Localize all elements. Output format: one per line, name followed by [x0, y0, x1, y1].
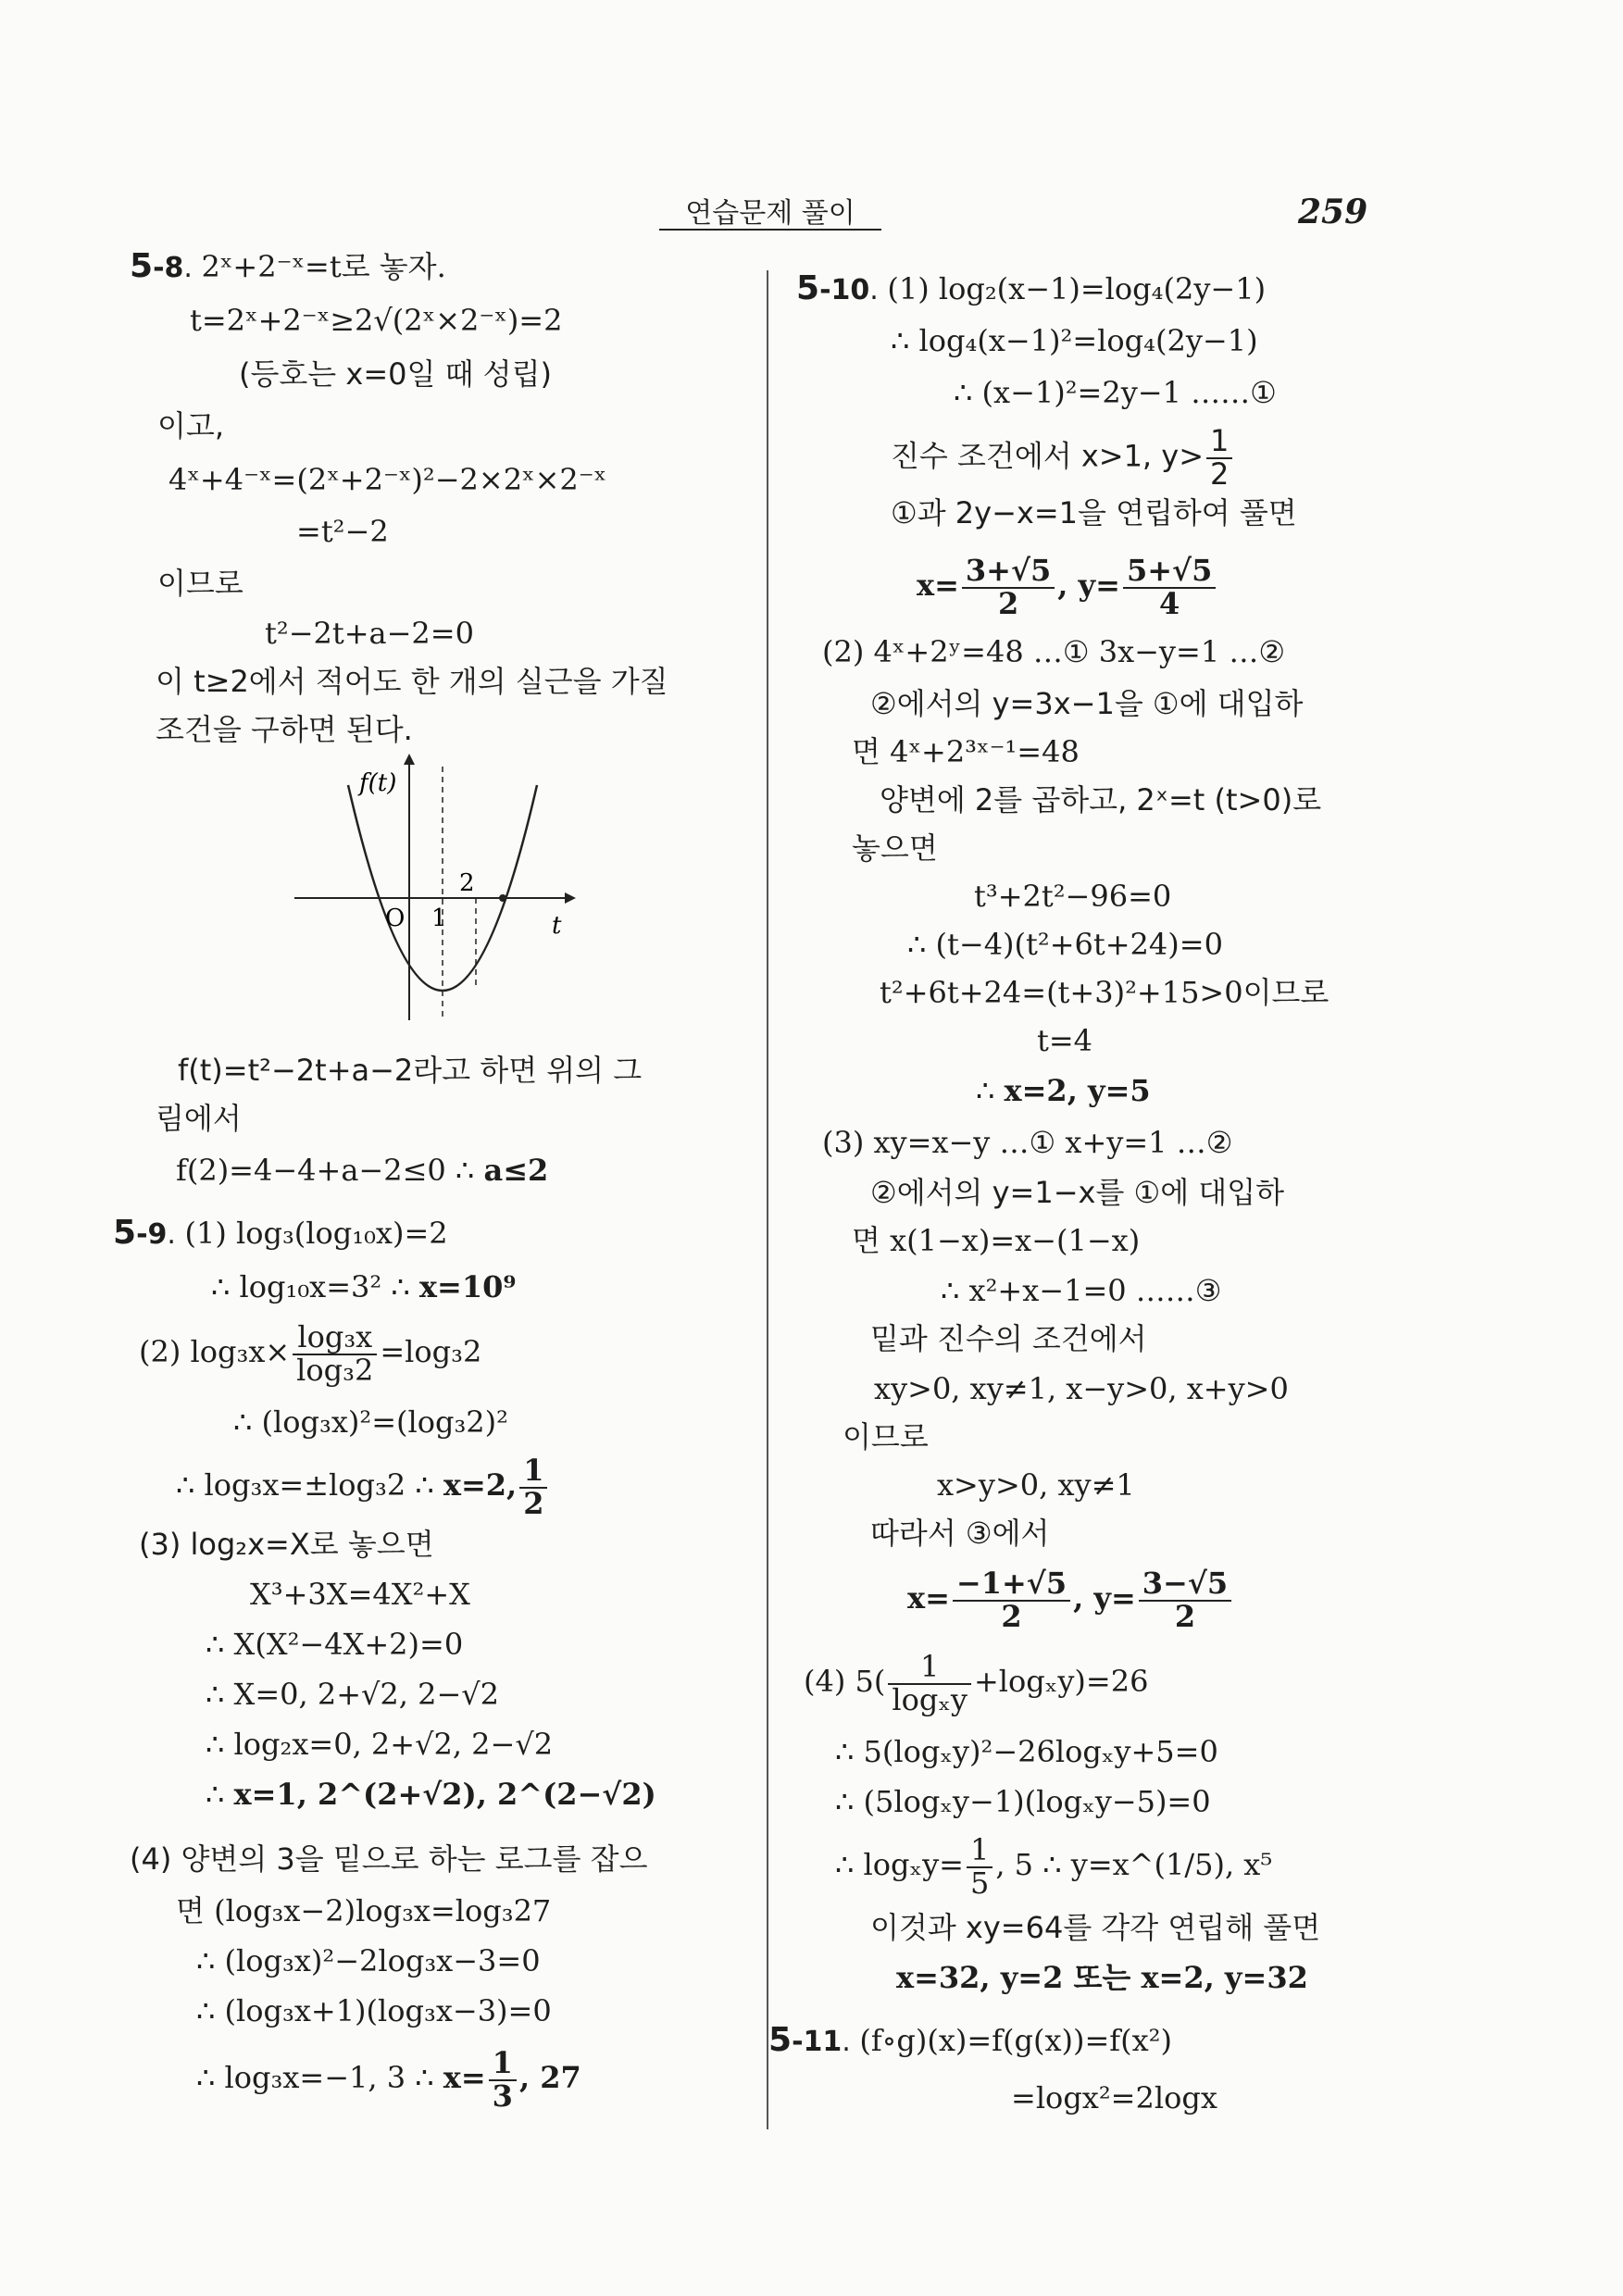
answer-5-9-2: x=2, — [443, 1467, 518, 1504]
part-3-line-7: 이므로 — [843, 1419, 929, 1454]
graph-y-label: f(t) — [359, 769, 397, 797]
problem-5-8-heading: 5-8. 2ˣ+2⁻ˣ=t로 놓자. — [130, 247, 446, 285]
part-4-answer — [896, 1959, 1308, 1996]
intro-text: 2ˣ+2⁻ˣ=t로 놓자. — [201, 249, 446, 284]
part-1-line-1: (1) log₂(x−1)=log₄(2y−1) — [887, 271, 1267, 306]
part-4-line-5: ∴ log₃x=−1, 3 ∴ x= $\frac{1}{3}$ , 27 — [196, 2045, 581, 2114]
conclusion-line-1: f(t)=t²−2t+a−2라고 하면 위의 그 — [178, 1053, 643, 1088]
part-3-line-6: xy>0, xy≠1, x−y>0, x+y>0 — [874, 1371, 1289, 1406]
part-4-line-2: 면 (log₃x−2)log₃x=log₃27 — [176, 1893, 552, 1928]
part-4-line-3: ∴ (5logₓy−1)(logₓy−5)=0 — [835, 1784, 1211, 1819]
graph-tick-2: 2 — [459, 869, 475, 897]
part-2-line-1: (2) 4ˣ+2ʸ=48 …① 3x−y=1 …② — [822, 634, 1286, 669]
f-axis-arrow-icon — [404, 754, 415, 765]
page-number: 259 — [1298, 193, 1368, 231]
parabola-graph — [294, 752, 581, 1029]
part-3-line-9: 따라서 ③에서 — [870, 1516, 1050, 1551]
log-fraction: $\frac{\text{log₃x}}{\text{log₃2}}$ — [293, 1322, 377, 1386]
root-point — [499, 894, 506, 902]
part-2-line-2: ∴ (log₃x)²=(log₃2)² — [233, 1404, 508, 1440]
part-2-line-7: ∴ (t−4)(t²+6t+24)=0 — [907, 927, 1223, 962]
page-header-title: 연습문제 풀이 — [659, 190, 881, 231]
problem-5-11-heading: 5-11. (f∘g)(x)=f(g(x))=f(x²) — [768, 2021, 1172, 2059]
expansion-line-1: 4ˣ+4⁻ˣ=(2ˣ+2⁻ˣ)²−2×2ˣ×2⁻ˣ — [169, 462, 607, 497]
part-3-line-3: ∴ X(X²−4X+2)=0 — [206, 1627, 464, 1662]
part-2-line-4: 양변에 2를 곱하고, 2ˣ=t (t>0)로 — [880, 782, 1322, 817]
part-4-line-2: ∴ 5(logₓy)²−26logₓy+5=0 — [835, 1734, 1218, 1769]
part-3-line-6: ∴ x=1, 2^(2+√2), 2^(2−√2) — [206, 1777, 656, 1812]
answer-5-9-4: x= $\frac{1}{3}$ , 27 — [443, 2045, 581, 2114]
part-4-line-1: (4) 5( $\frac{1}{\text{logₓy}}$ +logₓy)=26 — [804, 1649, 1149, 1717]
part-3-line-8: x>y>0, xy≠1 — [937, 1467, 1135, 1503]
equality-condition: (등호는 x=0일 때 성립) — [239, 356, 552, 392]
problem-5-9-heading: 5-9. (1) log₃(log₁₀x)=2 — [113, 1214, 448, 1252]
part-3-line-5: 밑과 진수의 조건에서 — [870, 1321, 1147, 1356]
line-2: =logx²=2logx — [1011, 2080, 1217, 2115]
quadratic-equation: t²−2t+a−2=0 — [265, 616, 474, 651]
t-axis-arrow-icon — [565, 892, 576, 904]
part-4-line-4: ∴ logₓy= $\frac{1}{5}$ , 5 ∴ y=x^(1/5), x⁵ — [835, 1832, 1273, 1901]
part-3-line-3: 면 x(1−x)=x−(1−x) — [852, 1223, 1141, 1258]
part-3-line-2: X³+3X=4X²+X — [250, 1577, 470, 1612]
part-3-line-1: (3) xy=x−y …① x+y=1 …② — [822, 1125, 1233, 1160]
answer-5-8: a≤2 — [483, 1153, 549, 1188]
part-2-line-5: 놓으면 — [852, 830, 938, 866]
text-igo: 이고, — [157, 408, 224, 443]
part-3-line-1: (3) log₂x=X로 놓으면 — [139, 1527, 434, 1562]
problem-number: 5-9 — [113, 1214, 168, 1252]
problem-5-10-heading: 5-10. (1) log₂(x−1)=log₄(2y−1) — [796, 269, 1267, 307]
graph-x-label: t — [552, 912, 562, 940]
graph-tick-1: 1 — [431, 905, 447, 932]
part-2-line-3: ∴ log₃x=±log₃2 ∴ x=2, $\frac{1}{2}$ — [176, 1455, 550, 1519]
part-4-line-1: (4) 양변의 3을 밑으로 하는 로그를 잡으 — [130, 1841, 648, 1877]
part-3-line-4: ∴ X=0, 2+√2, 2−√2 — [206, 1677, 500, 1712]
part-3-line-4: ∴ x²+x−1=0 ……③ — [941, 1273, 1222, 1308]
problem-number: 5-11 — [768, 2021, 843, 2059]
part-4-line-4: ∴ (log₃x+1)(log₃x−3)=0 — [196, 1993, 552, 2028]
answer-5-9-1: x=10⁹ — [418, 1269, 517, 1304]
graph-origin-label: O — [385, 905, 406, 932]
condition-text-1: 이 t≥2에서 적어도 한 개의 실근을 가질 — [156, 664, 668, 699]
part-2-line-9: t=4 — [1037, 1023, 1093, 1058]
part-2-line-6: t³+2t²−96=0 — [974, 879, 1172, 914]
part-1-line-1: (1) log₃(log₁₀x)=2 — [184, 1216, 448, 1251]
problem-number: 5-8 — [130, 247, 184, 285]
part-1-line-2: ∴ log₄(x−1)²=log₄(2y−1) — [891, 323, 1258, 358]
answer-5-10-4: x=32, y=2 또는 x=2, y=32 — [896, 1960, 1308, 1995]
column-divider — [767, 270, 768, 2129]
answer-5-10-1: x= $\frac{3+√5}{2}$ , y= $\frac{5+√5}{4}$ — [917, 555, 1218, 619]
part-2-line-3: 면 4ˣ+2³ˣ⁻¹=48 — [852, 734, 1080, 769]
part-4-line-3: ∴ (log₃x)²−2log₃x−3=0 — [196, 1943, 541, 1978]
answer-5-9-3: x=1, 2^(2+√2), 2^(2−√2) — [233, 1777, 656, 1812]
part-2-line-2: ②에서의 y=3x−1을 ①에 대입하 — [870, 686, 1304, 721]
part-2-line-10: ∴ x=2, y=5 — [976, 1073, 1151, 1108]
answer-5-10-3: x= $\frac{-1+√5}{2}$ , y= $\frac{3-√5}{2}$ — [907, 1568, 1234, 1632]
part-3-line-5: ∴ log₂x=0, 2+√2, 2−√2 — [206, 1727, 554, 1762]
part-1-line-5: ①과 2y−x=1을 연립하여 풀면 — [891, 495, 1297, 530]
part-1-line-4: 진수 조건에서 x>1, y> $\frac{1}{2}$ — [891, 426, 1235, 490]
part-1-line-2: ∴ log₁₀x=3² ∴ x=10⁹ — [211, 1269, 517, 1304]
expansion-line-2: =t²−2 — [296, 514, 389, 549]
part-2-line-8: t²+6t+24=(t+3)²+15>0이므로 — [880, 975, 1330, 1010]
answer-fraction: $\frac{1}{2}$ — [519, 1455, 547, 1519]
part-3-line-2: ②에서의 y=1−x를 ①에 대입하 — [870, 1175, 1285, 1210]
part-4-line-5: 이것과 xy=64를 각각 연립해 풀면 — [870, 1910, 1321, 1945]
part-1-line-3: ∴ (x−1)²=2y−1 ……① — [954, 375, 1277, 410]
parabola-curve — [348, 785, 537, 991]
conclusion-line-3 — [176, 1152, 548, 1189]
line-1: (f∘g)(x)=f(g(x))=f(x²) — [859, 2023, 1172, 2058]
part-2-line-1: (2) log₃x× $\frac{\text{log₃x}}{\text{log₃2}}$ =log₃2 — [139, 1319, 482, 1388]
inequality-line: t=2ˣ+2⁻ˣ≥2√(2ˣ×2⁻ˣ)=2 — [190, 303, 563, 338]
conclusion-line-2: 림에서 — [156, 1101, 242, 1136]
condition-text-2: 조건을 구하면 된다. — [156, 712, 413, 747]
conclusion-text: f(2)=4−4+a−2≤0 ∴ — [176, 1153, 484, 1188]
answer-5-10-2: x=2, y=5 — [1004, 1073, 1151, 1108]
text-imeuro: 이므로 — [157, 566, 243, 601]
problem-number: 5-10 — [796, 269, 870, 307]
